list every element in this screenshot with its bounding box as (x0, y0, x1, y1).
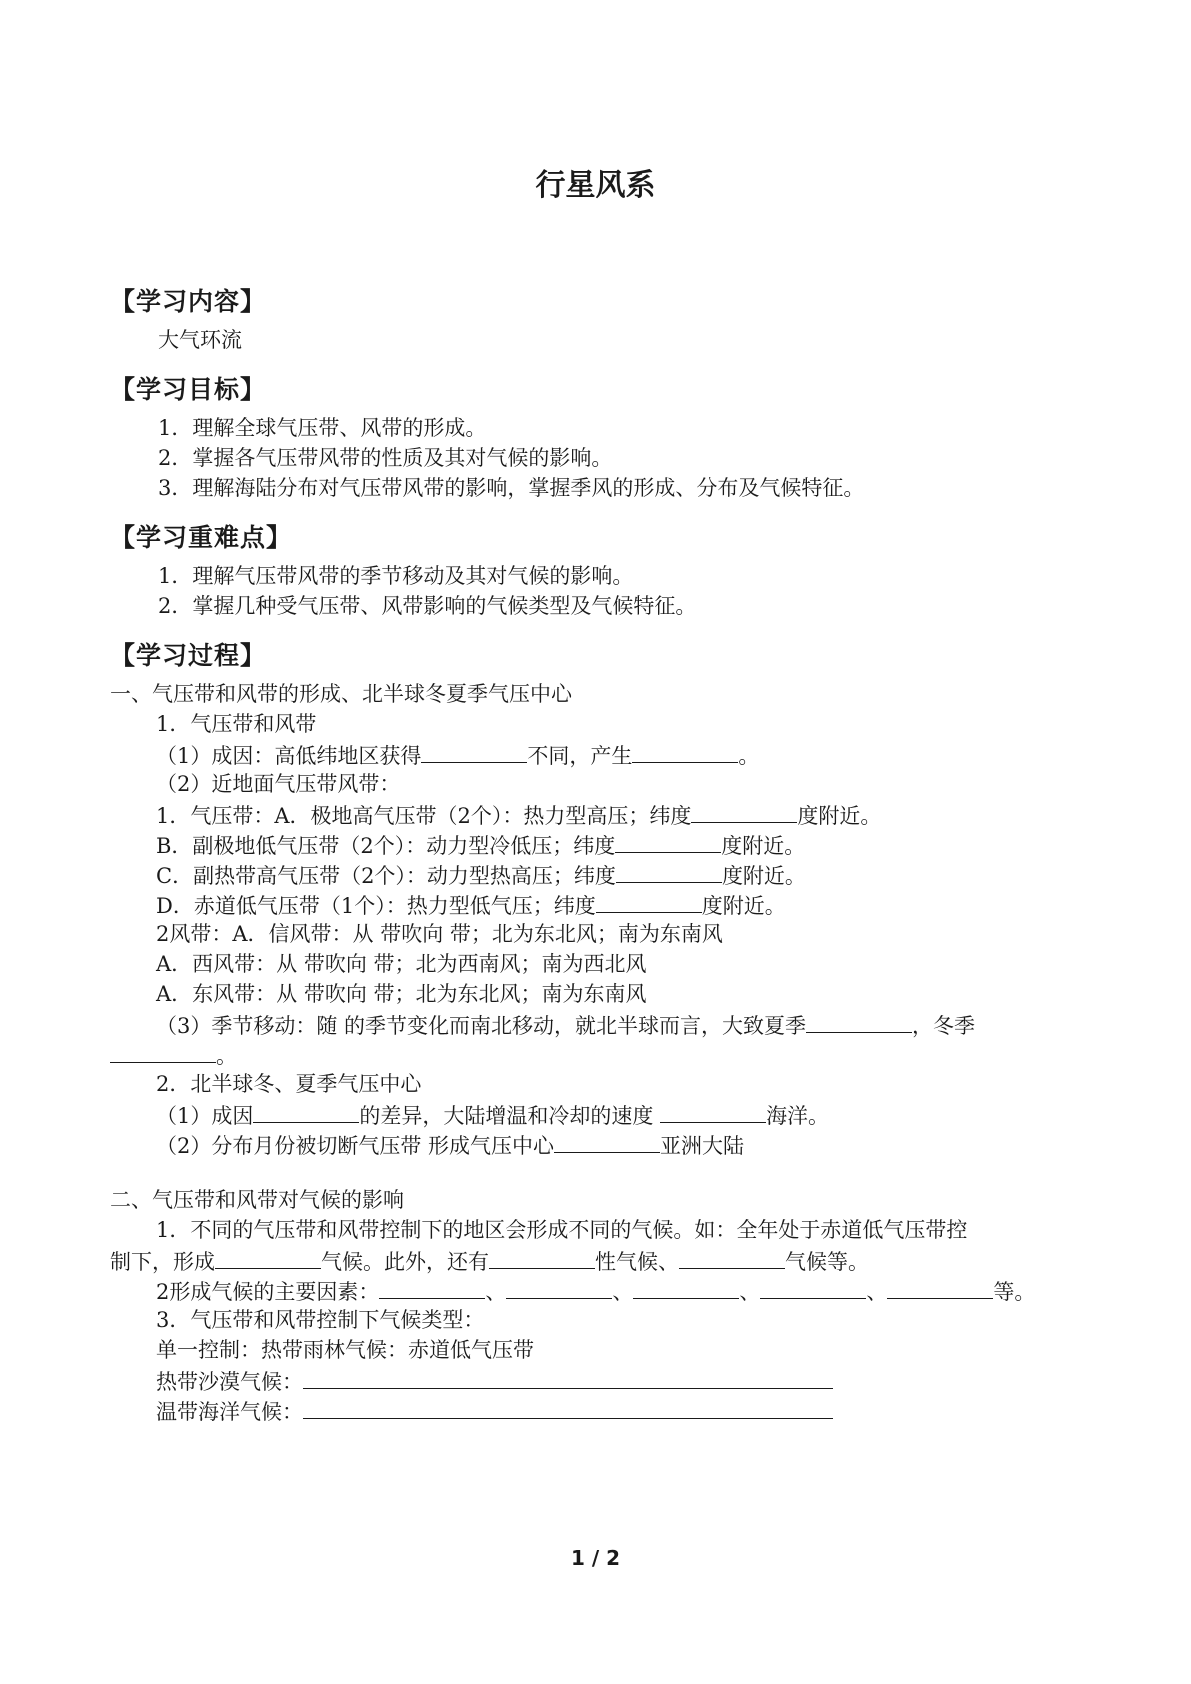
blank (660, 1100, 766, 1123)
text: 不同，产生 (527, 744, 633, 768)
page-number: 1 / 2 (570, 1546, 621, 1570)
text: 性气候、 (595, 1250, 679, 1274)
blank (303, 1366, 833, 1389)
part2-line3: 3．气压带和风带控制下气候类型： (156, 1308, 485, 1332)
blank (806, 1010, 912, 1033)
blank (421, 740, 527, 763)
text: 温带海洋气候： (156, 1400, 303, 1424)
blank (110, 1040, 216, 1063)
blank (215, 1246, 321, 1269)
text: 度附近。 (721, 864, 806, 888)
season-line-cont (110, 1040, 237, 1070)
blank (379, 1276, 485, 1299)
factors-line (156, 1276, 1035, 1306)
text: 。 (738, 744, 760, 768)
center-cause (156, 1100, 829, 1130)
blank (253, 1100, 359, 1123)
text: 度附近。 (797, 804, 882, 828)
text: 亚洲大陆 (660, 1134, 745, 1158)
text: D．赤道低气压带（1个）：热力型低气压；纬度 (156, 894, 596, 918)
text: （1）成因 (156, 1104, 254, 1128)
key-point-item: 2．掌握几种受气压带、风带影响的气候类型及气候特征。 (158, 594, 697, 618)
part2-title: 二、气压带和风带对气候的影响 (110, 1188, 404, 1212)
desert-line (156, 1366, 833, 1396)
center-distribution (156, 1130, 744, 1160)
blank (506, 1276, 612, 1299)
text: （1）成因：高低纬地区获得 (156, 744, 422, 768)
text: 。 (216, 1044, 237, 1068)
part1-title: 一、气压带和风带的形成、北半球冬夏季气压中心 (110, 682, 572, 706)
text: C．副热带高气压带（2个）：动力型热高压；纬度 (156, 864, 616, 888)
text: 海洋。 (766, 1104, 830, 1128)
blank (596, 890, 702, 913)
part1-sub1: 1．气压带和风带 (156, 712, 317, 736)
text: 、 (485, 1280, 507, 1304)
text: 制下，形成 (110, 1250, 215, 1274)
part1-sub2: 2．北半球冬、夏季气压中心 (156, 1072, 422, 1096)
heading-goals: 【学习目标】 (110, 375, 267, 404)
content-text: 大气环流 (158, 328, 242, 352)
single-control: 单一控制：热带雨林气候：赤道低气压带 (156, 1338, 534, 1362)
blank (632, 740, 738, 763)
text: 度附近。 (701, 894, 786, 918)
goal-item: 2．掌握各气压带风带的性质及其对气候的影响。 (158, 446, 613, 470)
text: （2）分布月份被切断气压带 形成气压中心 (156, 1134, 555, 1158)
pressure-b (156, 830, 805, 860)
text: 等。 (993, 1280, 1036, 1304)
blank (760, 1276, 866, 1299)
key-point-item: 1．理解气压带风带的季节移动及其对气候的影响。 (158, 564, 634, 588)
text: （3）季节移动：随 的季节变化而南北移动，就北半球而言，大致夏季 (156, 1014, 807, 1038)
wind-a: 2风带：A．信风带：从 带吹向 带；北为东北风；南为东南风 (156, 922, 723, 946)
ocean-line (156, 1396, 833, 1426)
pressure-a (156, 800, 881, 830)
heading-process: 【学习过程】 (110, 641, 267, 670)
part2-line1: 1．不同的气压带和风带控制下的地区会形成不同的气候。如：全年处于赤道低气压带控 (156, 1218, 968, 1242)
near-line: （2）近地面气压带风带： (156, 772, 401, 796)
part2-line2 (110, 1246, 869, 1276)
pressure-d (156, 890, 786, 920)
heading-key-points: 【学习重难点】 (110, 523, 293, 552)
blank (554, 1130, 660, 1153)
blank (887, 1276, 993, 1299)
blank (633, 1276, 739, 1299)
wind-b: A．西风带：从 带吹向 带；北为西南风；南为西北风 (156, 952, 647, 976)
blank (615, 830, 721, 853)
pressure-c (156, 860, 806, 890)
blank (691, 800, 797, 823)
blank (679, 1246, 785, 1269)
blank (303, 1396, 833, 1419)
blank (489, 1246, 595, 1269)
text: 气候。此外，还有 (321, 1250, 489, 1274)
cause-line (156, 740, 759, 770)
goal-item: 3．理解海陆分布对气压带风带的影响，掌握季风的形成、分布及气候特征。 (158, 476, 865, 500)
text: 、 (866, 1280, 888, 1304)
text: 热带沙漠气候： (156, 1370, 303, 1394)
text: 、 (739, 1280, 761, 1304)
text: 度附近。 (721, 834, 806, 858)
text: ，冬季 (912, 1014, 976, 1038)
blank (616, 860, 722, 883)
season-line (156, 1010, 975, 1040)
page-title: 行星风系 (535, 168, 656, 203)
text: 2形成气候的主要因素： (156, 1280, 380, 1304)
goal-item: 1．理解全球气压带、风带的形成。 (158, 416, 487, 440)
text: 气候等。 (785, 1250, 869, 1274)
wind-c: A．东风带：从 带吹向 带；北为东北风；南为东南风 (156, 982, 647, 1006)
text: 、 (612, 1280, 634, 1304)
heading-content: 【学习内容】 (110, 287, 267, 316)
text: 的差异，大陆增温和冷却的速度 (359, 1104, 661, 1128)
text: 1．气压带：A．极地高气压带（2个）：热力型高压；纬度 (156, 804, 692, 828)
text: B．副极地低气压带（2个）：动力型冷低压；纬度 (156, 834, 616, 858)
